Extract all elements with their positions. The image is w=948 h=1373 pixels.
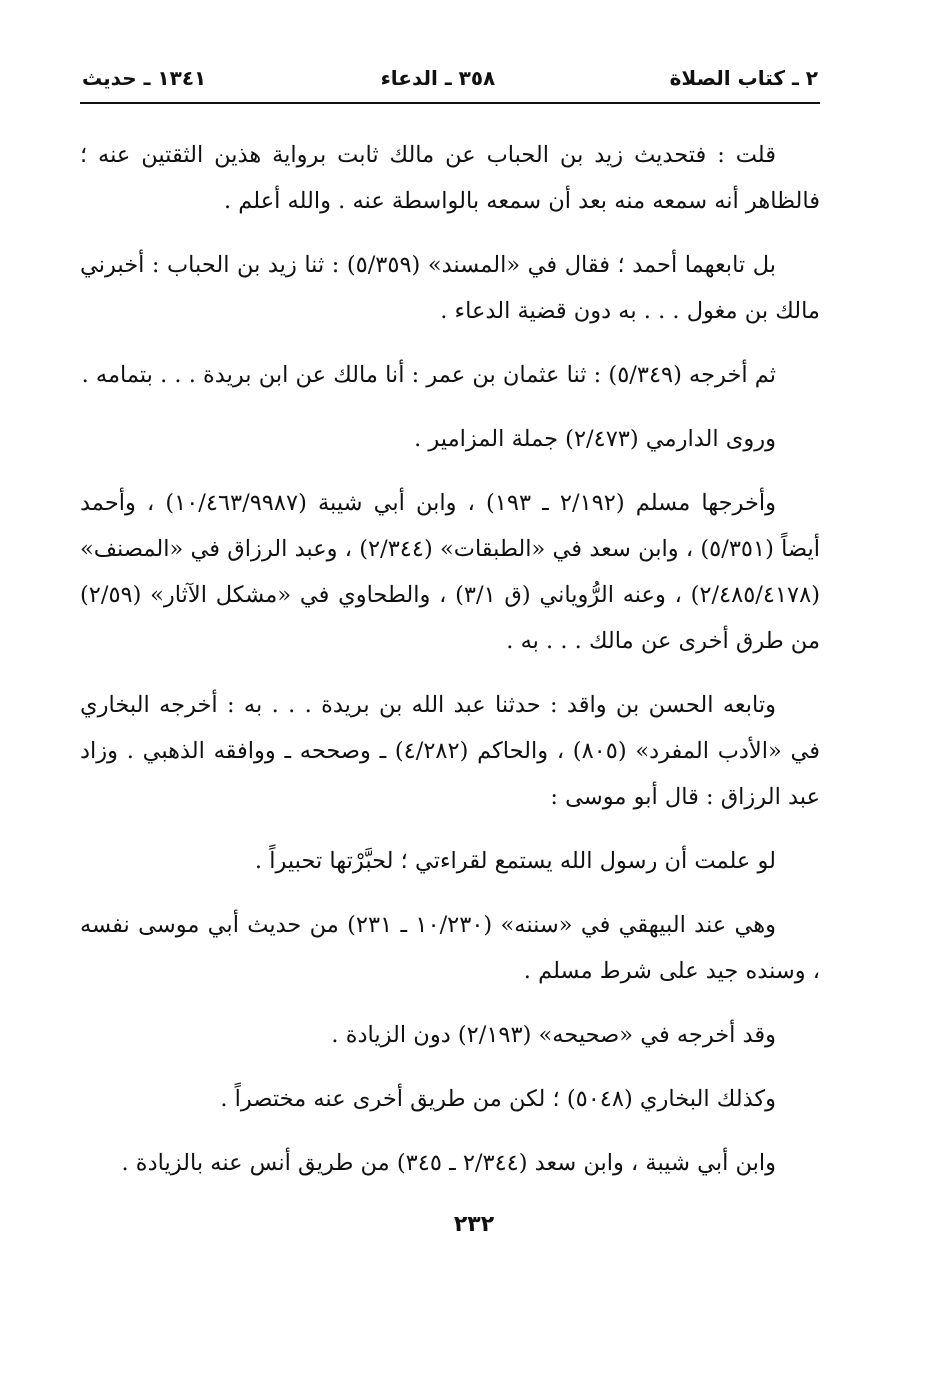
- book-page: [80, 60, 820, 1204]
- header-hadith-number: ١٣٤١ ـ حديث: [82, 66, 207, 90]
- paragraph: وابن أبي شيبة ، وابن سعد (٢/٣٤٤ ـ ٣٤٥) من طريق أنس عنه بالزيادة .: [121, 1150, 776, 1176]
- header-rule: [80, 102, 820, 104]
- running-header: [80, 60, 820, 96]
- page-number: ٢٣٢: [453, 1212, 495, 1237]
- paragraph: قلت : فتحديث زيد بن الحباب عن مالك ثابت برواية هذين الثقتين عنه ؛ فالظاهر أنه سمعه منه بعد أن سمعه بالواسطة عنه . والله أعلم .: [80, 142, 820, 214]
- paragraph: وأخرجها مسلم (٢/١٩٢ ـ ١٩٣) ، وابن أبي شيبة (١٠/٤٦٣/٩٩٨٧) ، وأحمد أيضاً (٥/٣٥١) ، وابن سعد في «الطبقات» (٢/٣٤٤) ، وعبد الرزاق في «المصنف» (٢/٤٨٥/٤١٧٨) ، وعنه الرُّوياني (ق ٣/١) ، والطحاوي في «مشكل الآثار» (٢/٥٩) من طرق أخرى عن مالك . . . به .: [80, 490, 820, 654]
- header-chapter: ٢ ـ كتاب الصلاة: [669, 66, 818, 90]
- quoted-text: لو علمت أن رسول الله يستمع لقراءتي ؛ لحبَّرْتها تحبيراً .: [254, 848, 776, 874]
- paragraph: وروى الدارمي (٢/٤٧٣) جملة المزامير .: [414, 426, 776, 452]
- paragraph: ثم أخرجه (٥/٣٤٩) : ثنا عثمان بن عمر : أنا مالك عن ابن بريدة . . . بتمامه .: [81, 362, 776, 388]
- body-text: [80, 132, 820, 1186]
- paragraph: وقد أخرجه في «صحيحه» (٢/١٩٣) دون الزيادة .: [331, 1022, 776, 1048]
- paragraph: بل تابعهما أحمد ؛ فقال في «المسند» (٥/٣٥٩) : ثنا زيد بن الحباب : أخبرني مالك بن مغول . . . به دون قضية الدعاء .: [80, 252, 820, 324]
- paragraph: وهي عند البيهقي في «سننه» (١٠/٢٣٠ ـ ٢٣١) من حديث أبي موسى نفسه ، وسنده جيد على شرط مسلم .: [80, 912, 820, 984]
- header-section: ٣٥٨ ـ الدعاء: [380, 66, 496, 90]
- paragraph: وكذلك البخاري (٥٠٤٨) ؛ لكن من طريق أخرى عنه مختصراً .: [220, 1086, 776, 1112]
- paragraph: وتابعه الحسن بن واقد : حدثنا عبد الله بن بريدة . . . به : أخرجه البخاري في «الأدب المفرد» (٨٠٥) ، والحاكم (٤/٢٨٢) ـ وصححه ـ ووافقه الذهبي . وزاد عبد الرزاق : قال أبو موسى :: [80, 692, 820, 810]
